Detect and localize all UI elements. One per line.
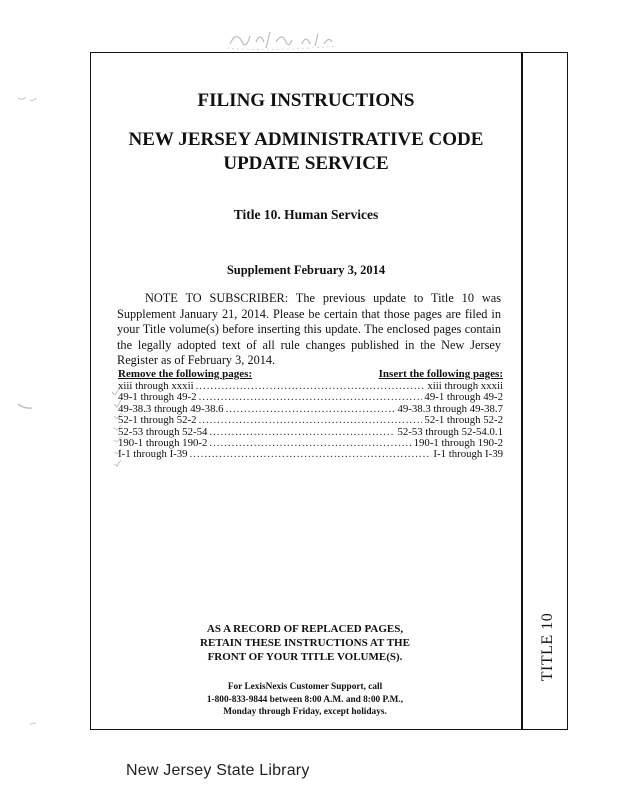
support-line: Monday through Friday, except holidays. xyxy=(223,707,387,717)
remove-pages: 52-1 through 52-2 xyxy=(118,414,197,427)
code-heading-line1: NEW JERSEY ADMINISTRATIVE CODE xyxy=(128,129,484,150)
tab-label-text: TITLE 10 xyxy=(539,612,557,682)
remove-header: Remove the following pages: xyxy=(118,368,253,380)
dot-leader xyxy=(199,415,423,426)
remove-pages: xiii through xxxii xyxy=(118,380,194,392)
supplement-date: Supplement February 3, 2014 xyxy=(226,263,386,277)
dot-leader xyxy=(209,438,411,449)
customer-support-notice xyxy=(180,681,430,719)
tab-divider-line xyxy=(521,52,523,730)
note-text: NOTE TO SUBSCRIBER: The previous update to Title 10 was Supplement January 21, 2014. Please be certain that those pages are filed in your Title volume(s) before inserting this update. The enclosed pages contain the legally adopted text of all rule changes published in the New Jersey Register as of February 3, 2014. xyxy=(117,291,501,368)
insert-header: Insert the following pages: xyxy=(378,368,503,380)
remove-pages: 49-1 through 49-2 xyxy=(118,391,197,404)
dot-leader xyxy=(199,392,423,403)
pages-table xyxy=(118,368,503,461)
table-row xyxy=(118,449,503,460)
support-line: For LexisNexis Customer Support, call xyxy=(227,682,383,692)
note-to-subscriber xyxy=(117,291,501,369)
remove-pages: 49-38.3 through 49-38.6 xyxy=(118,402,224,415)
record-line: RETAIN THESE INSTRUCTIONS AT THE xyxy=(200,637,410,649)
support-line: 1-800-833-9844 between 8:00 A.M. and 8:00 P.M., xyxy=(206,694,404,705)
record-notice xyxy=(180,622,430,664)
library-stamp: New Jersey State Library xyxy=(126,762,310,779)
insert-pages: xiii through xxxii xyxy=(427,380,503,392)
dot-leader xyxy=(226,404,396,415)
record-line: AS A RECORD OF REPLACED PAGES, xyxy=(206,623,404,635)
code-heading-line2: UPDATE SERVICE xyxy=(223,153,389,174)
insert-pages: 190-1 through 190-2 xyxy=(413,436,503,449)
table-row xyxy=(118,415,503,426)
dot-leader xyxy=(209,427,395,438)
filing-instructions-heading: FILING INSTRUCTIONS xyxy=(197,90,415,111)
insert-pages: 52-53 through 52-54.0.1 xyxy=(397,425,503,438)
insert-pages: I-1 through I-39 xyxy=(433,448,503,461)
remove-pages: 190-1 through 190-2 xyxy=(118,436,208,449)
remove-pages: 52-53 through 52-54 xyxy=(118,425,208,438)
title-tab xyxy=(530,582,566,712)
insert-pages: 52-1 through 52-2 xyxy=(424,414,503,427)
dot-leader xyxy=(196,381,426,392)
dot-leader xyxy=(190,449,432,460)
insert-pages: 49-38.3 through 49-38.7 xyxy=(397,402,503,415)
title-heading: Title 10. Human Services xyxy=(233,207,379,222)
remove-pages: I-1 through I-39 xyxy=(118,448,188,461)
record-line: FRONT OF YOUR TITLE VOLUME(S). xyxy=(207,651,403,663)
insert-pages: 49-1 through 49-2 xyxy=(424,391,503,404)
